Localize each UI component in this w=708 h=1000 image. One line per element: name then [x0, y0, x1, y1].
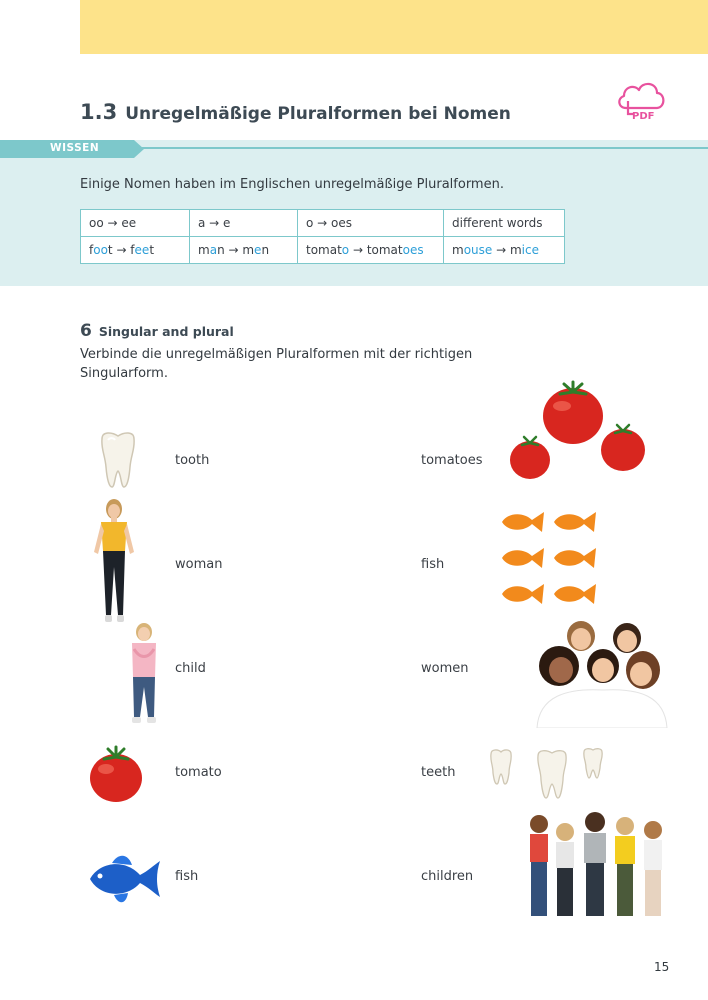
- exercise-heading: [80, 321, 234, 341]
- section-number: 1.3: [80, 100, 118, 124]
- rule-example-tomato: tomato → tomatoes: [298, 237, 444, 264]
- knowledge-label: WISSEN: [50, 142, 100, 154]
- tomato-picture: [86, 745, 146, 805]
- teeth-picture: [488, 748, 606, 802]
- match-word-tooth[interactable]: tooth: [175, 453, 210, 468]
- rule-example-foot: foot → feet: [81, 237, 190, 264]
- child-picture: [126, 621, 162, 729]
- match-word-fish-plural[interactable]: fish: [421, 557, 445, 572]
- match-word-tomatoes[interactable]: tomatoes: [421, 453, 483, 468]
- match-word-tomato[interactable]: tomato: [175, 765, 222, 780]
- header-band: [80, 0, 708, 54]
- tooth-picture: [96, 431, 140, 489]
- tomatoes-picture: [506, 380, 648, 484]
- rules-header-row: [81, 210, 565, 237]
- pdf-label: PDF: [632, 111, 655, 122]
- exercise-instruction: Verbinde die unregelmäßigen Pluralformen mit der richtigen Singularform.: [80, 347, 473, 381]
- rules-example-row: [81, 237, 565, 264]
- goldfish-picture: [498, 504, 602, 612]
- exercise-number: 6: [80, 321, 92, 341]
- match-word-teeth[interactable]: teeth: [421, 765, 456, 780]
- match-word-woman[interactable]: woman: [175, 557, 223, 572]
- rule-example-man: man → men: [190, 237, 298, 264]
- match-word-fish[interactable]: fish: [175, 869, 199, 884]
- knowledge-intro: Einige Nomen haben im Englischen unregelmäßige Pluralformen.: [80, 177, 504, 192]
- rule-example-mouse: mouse → mice: [444, 237, 565, 264]
- match-word-children[interactable]: children: [421, 869, 474, 884]
- woman-picture: [92, 497, 136, 627]
- plural-rules-table: [80, 209, 565, 264]
- rule-header: o → oes: [298, 210, 444, 237]
- section-heading: [80, 100, 511, 124]
- rule-header: a → e: [190, 210, 298, 237]
- blue-fish-picture: [82, 851, 162, 907]
- section-title: Unregelmäßige Pluralformen bei Nomen: [125, 104, 511, 124]
- match-word-child[interactable]: child: [175, 661, 206, 676]
- rule-header: oo → ee: [81, 210, 190, 237]
- women-picture: [527, 616, 669, 728]
- children-picture: [525, 810, 667, 922]
- rule-header: different words: [444, 210, 565, 237]
- page-number: 15: [654, 960, 670, 974]
- match-word-women[interactable]: women: [421, 661, 469, 676]
- exercise-title: Singular and plural: [98, 324, 234, 339]
- cloud-pdf-icon[interactable]: [614, 78, 668, 124]
